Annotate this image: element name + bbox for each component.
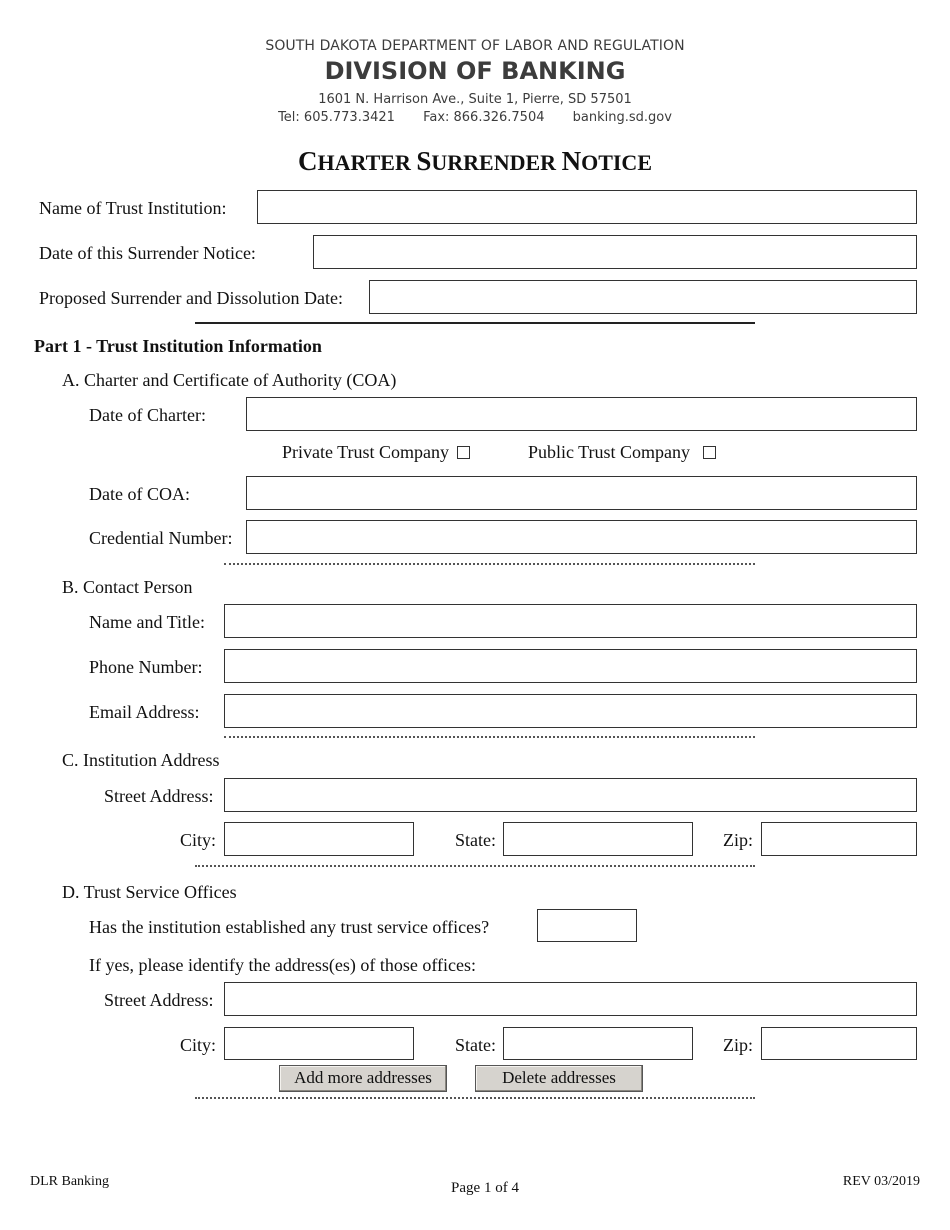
- email-address-label: Email Address:: [89, 702, 200, 722]
- institution-street-label: Street Address:: [104, 786, 214, 806]
- footer-left: DLR Banking: [30, 1174, 109, 1189]
- institution-city-input[interactable]: [225, 823, 413, 855]
- institution-city-label: City:: [180, 830, 217, 850]
- institution-street-field[interactable]: [224, 778, 917, 812]
- trust-name-input[interactable]: [258, 191, 916, 223]
- institution-zip-field[interactable]: [761, 822, 917, 856]
- office-zip-input[interactable]: [762, 1028, 916, 1059]
- title-cap-1: C: [298, 146, 318, 176]
- proposed-date-field[interactable]: [369, 280, 917, 314]
- title-cap-2: S: [416, 146, 432, 176]
- date-coa-input[interactable]: [247, 477, 916, 509]
- section-a-divider: [224, 563, 755, 565]
- public-trust-option[interactable]: [528, 442, 716, 463]
- credential-number-input[interactable]: [247, 521, 916, 553]
- surrender-date-label: Date of this Surrender Notice:: [39, 243, 256, 263]
- name-title-field[interactable]: [224, 604, 917, 638]
- trust-name-field[interactable]: [257, 190, 917, 224]
- institution-city-field[interactable]: [224, 822, 414, 856]
- institution-street-input[interactable]: [225, 779, 916, 811]
- office-street-label: Street Address:: [104, 990, 214, 1010]
- private-trust-option[interactable]: [282, 442, 470, 463]
- office-zip-field[interactable]: [761, 1027, 917, 1060]
- date-coa-label: Date of COA:: [89, 484, 190, 504]
- department-name: SOUTH DAKOTA DEPARTMENT OF LABOR AND REGULATION: [265, 38, 685, 54]
- credential-number-label: Credential Number:: [89, 528, 233, 548]
- institution-state-input[interactable]: [504, 823, 692, 855]
- section-a-heading: A. Charter and Certificate of Authority (COA): [62, 370, 397, 390]
- email-address-field[interactable]: [224, 694, 917, 728]
- proposed-date-input[interactable]: [370, 281, 916, 313]
- office-street-input[interactable]: [225, 983, 916, 1015]
- private-trust-checkbox[interactable]: [457, 446, 470, 459]
- section-b-divider: [224, 736, 755, 738]
- credential-number-field[interactable]: [246, 520, 917, 554]
- division-name: DIVISION OF BANKING: [324, 57, 626, 85]
- title-word-3: OTICE: [581, 150, 652, 175]
- delete-addresses-button[interactable]: Delete addresses: [475, 1065, 643, 1092]
- date-coa-field[interactable]: [246, 476, 917, 510]
- trust-name-label: Name of Trust Institution:: [39, 198, 227, 218]
- division-address: 1601 N. Harrison Ave., Suite 1, Pierre, SD 57501: [318, 92, 632, 107]
- phone-number-label: Phone Number:: [89, 657, 203, 677]
- office-state-input[interactable]: [504, 1028, 692, 1059]
- date-charter-field[interactable]: [246, 397, 917, 431]
- name-title-input[interactable]: [225, 605, 916, 637]
- institution-state-label: State:: [455, 830, 496, 850]
- fax-text: Fax: 866.326.7504: [423, 110, 545, 125]
- offices-instruction: If yes, please identify the address(es) of those offices:: [89, 955, 477, 975]
- part1-heading: Part 1 - Trust Institution Information: [34, 336, 322, 356]
- office-city-field[interactable]: [224, 1027, 414, 1060]
- section-d-heading: D. Trust Service Offices: [62, 882, 237, 902]
- surrender-date-field[interactable]: [313, 235, 917, 269]
- section-divider: [195, 322, 755, 324]
- office-state-label: State:: [455, 1035, 496, 1055]
- office-state-field[interactable]: [503, 1027, 693, 1060]
- trust-offices-question: Has the institution established any trust service offices?: [89, 917, 490, 937]
- name-title-label: Name and Title:: [89, 612, 205, 632]
- office-city-input[interactable]: [225, 1028, 413, 1059]
- page-number: Page 1 of 4: [451, 1180, 519, 1196]
- section-d-divider: [195, 1097, 755, 1099]
- date-charter-label: Date of Charter:: [89, 405, 206, 425]
- proposed-date-label: Proposed Surrender and Dissolution Date:: [39, 288, 343, 308]
- trust-offices-answer-field[interactable]: [537, 909, 637, 942]
- institution-state-field[interactable]: [503, 822, 693, 856]
- add-addresses-button[interactable]: Add more addresses: [279, 1065, 447, 1092]
- title-word-1: HARTER: [317, 150, 417, 175]
- surrender-date-input[interactable]: [314, 236, 916, 268]
- office-city-label: City:: [180, 1035, 217, 1055]
- public-trust-label: Public Trust Company: [528, 442, 691, 462]
- phone-number-input[interactable]: [225, 650, 916, 682]
- contact-line: [0, 110, 950, 125]
- footer-right: REV 03/2019: [842, 1174, 920, 1189]
- office-street-field[interactable]: [224, 982, 917, 1016]
- page-title: [0, 146, 950, 177]
- date-charter-input[interactable]: [247, 398, 916, 430]
- tel-text: Tel: 605.773.3421: [278, 110, 395, 125]
- phone-number-field[interactable]: [224, 649, 917, 683]
- section-c-divider: [195, 865, 755, 867]
- private-trust-label: Private Trust Company: [282, 442, 450, 462]
- section-b-heading: B. Contact Person: [62, 577, 193, 597]
- institution-zip-input[interactable]: [762, 823, 916, 855]
- trust-offices-answer-input[interactable]: [538, 910, 636, 941]
- title-cap-3: N: [561, 146, 582, 176]
- website-text: banking.sd.gov: [572, 110, 672, 125]
- title-word-2: URRENDER: [431, 150, 562, 175]
- section-c-heading: C. Institution Address: [62, 750, 220, 770]
- institution-zip-label: Zip:: [723, 830, 753, 850]
- email-address-input[interactable]: [225, 695, 916, 727]
- public-trust-checkbox[interactable]: [703, 446, 716, 459]
- office-zip-label: Zip:: [723, 1035, 753, 1055]
